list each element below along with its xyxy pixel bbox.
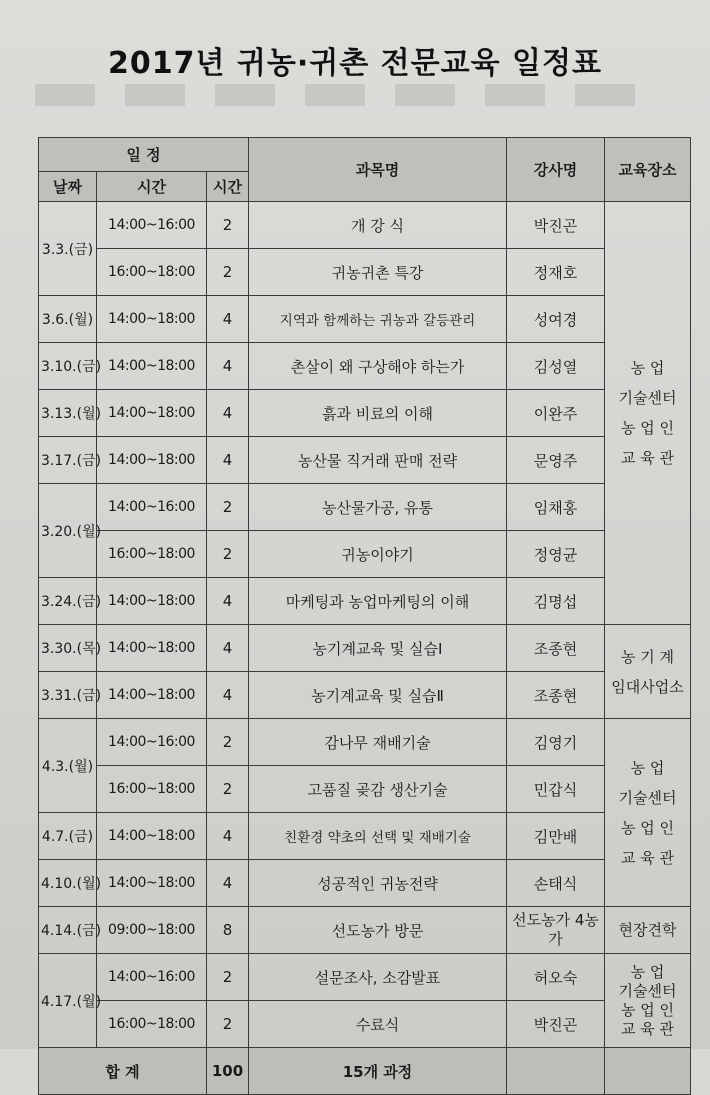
- hours-cell: 2: [207, 766, 249, 813]
- location-line: 농 업: [630, 758, 665, 777]
- time-cell: 14:00~18:00: [97, 813, 207, 860]
- time-cell: 16:00~18:00: [97, 766, 207, 813]
- date-cell: 3.10.(금): [39, 343, 97, 390]
- header-location: 교육장소: [605, 138, 691, 202]
- time-cell: 16:00~18:00: [97, 249, 207, 296]
- table-row: [39, 249, 691, 296]
- location-line: 임대사업소: [611, 677, 684, 696]
- time-cell: 14:00~16:00: [97, 484, 207, 531]
- subject-cell: 개 강 식: [249, 202, 507, 249]
- location-line: 기술센터: [618, 389, 677, 407]
- location-line: 농 기 계: [621, 647, 675, 666]
- date-cell: 4.3.(월): [39, 719, 97, 813]
- time-cell: 16:00~18:00: [97, 1001, 207, 1048]
- header-hours: 시간: [207, 172, 249, 202]
- location-cell: [605, 625, 691, 719]
- subject-cell: 농기계교육 및 실습Ⅱ: [249, 672, 507, 719]
- schedule-table: [38, 137, 691, 1095]
- table-row: [39, 1001, 691, 1048]
- location-line: 농 업 인: [621, 1000, 675, 1019]
- hours-cell: 4: [207, 296, 249, 343]
- subject-cell: 지역과 함께하는 귀농과 갈등관리: [249, 296, 507, 343]
- instructor-cell: 민갑식: [507, 766, 605, 813]
- time-cell: 14:00~18:00: [97, 296, 207, 343]
- location-cell: [605, 954, 691, 1048]
- instructor-cell: 박진곤: [507, 202, 605, 249]
- instructor-cell: 조종현: [507, 672, 605, 719]
- date-cell: 3.6.(월): [39, 296, 97, 343]
- header-time: 시간: [97, 172, 207, 202]
- time-cell: 14:00~18:00: [97, 437, 207, 484]
- total-empty-cell: [605, 1048, 691, 1095]
- table-row: [39, 484, 691, 531]
- time-cell: 14:00~16:00: [97, 719, 207, 766]
- subject-cell: 설문조사, 소감발표: [249, 954, 507, 1001]
- time-cell: 14:00~18:00: [97, 390, 207, 437]
- total-hours: 100: [207, 1048, 249, 1095]
- subject-cell: 친환경 약초의 선택 및 재배기술: [249, 813, 507, 860]
- instructor-cell: 문영주: [507, 437, 605, 484]
- header-schedule: 일 정: [39, 138, 249, 172]
- time-cell: 14:00~16:00: [97, 202, 207, 249]
- table-row: [39, 531, 691, 578]
- instructor-cell: 정영균: [507, 531, 605, 578]
- location-line: 교 육 관: [621, 449, 675, 467]
- table-row: [39, 625, 691, 672]
- subject-cell: 농기계교육 및 실습Ⅰ: [249, 625, 507, 672]
- date-cell: 3.17.(금): [39, 437, 97, 484]
- time-cell: 14:00~18:00: [97, 343, 207, 390]
- instructor-cell: 김만배: [507, 813, 605, 860]
- time-cell: 14:00~18:00: [97, 578, 207, 625]
- location-line: 현장견학: [618, 921, 677, 939]
- date-cell: 4.7.(금): [39, 813, 97, 860]
- instructor-cell: 김명섭: [507, 578, 605, 625]
- location-line: 기술센터: [618, 788, 677, 807]
- hours-cell: 2: [207, 1001, 249, 1048]
- table-row: [39, 766, 691, 813]
- instructor-cell: 임채홍: [507, 484, 605, 531]
- hours-cell: 4: [207, 813, 249, 860]
- instructor-cell: 박진곤: [507, 1001, 605, 1048]
- subject-cell: 귀농귀촌 특강: [249, 249, 507, 296]
- subject-cell: 감나무 재배기술: [249, 719, 507, 766]
- table-row: [39, 813, 691, 860]
- date-cell: 3.13.(월): [39, 390, 97, 437]
- table-row: [39, 202, 691, 249]
- hours-cell: 4: [207, 343, 249, 390]
- hours-cell: 4: [207, 437, 249, 484]
- instructor-cell: 정재호: [507, 249, 605, 296]
- hours-cell: 4: [207, 578, 249, 625]
- table-row: [39, 954, 691, 1001]
- table-row: [39, 578, 691, 625]
- subject-cell: 고품질 곶감 생산기술: [249, 766, 507, 813]
- table-row: [39, 390, 691, 437]
- date-cell: 4.14.(금): [39, 907, 97, 954]
- total-label: 합 계: [39, 1048, 207, 1095]
- hours-cell: 4: [207, 625, 249, 672]
- time-cell: 14:00~16:00: [97, 954, 207, 1001]
- total-row: [39, 1048, 691, 1095]
- date-cell: 3.31.(금): [39, 672, 97, 719]
- hours-cell: 2: [207, 484, 249, 531]
- total-courses: 15개 과정: [249, 1048, 507, 1095]
- subject-cell: 귀농이야기: [249, 531, 507, 578]
- time-cell: 14:00~18:00: [97, 625, 207, 672]
- hours-cell: 2: [207, 249, 249, 296]
- location-cell: [605, 907, 691, 954]
- subject-cell: 마케팅과 농업마케팅의 이해: [249, 578, 507, 625]
- instructor-cell: 선도농가 4농가: [507, 907, 605, 954]
- date-cell: 3.30.(목): [39, 625, 97, 672]
- date-cell: 3.20.(월): [39, 484, 97, 578]
- page-title: 2017년 귀농·귀촌 전문교육 일정표: [108, 46, 602, 81]
- subject-cell: 촌살이 왜 구상해야 하는가: [249, 343, 507, 390]
- table-row: [39, 672, 691, 719]
- instructor-cell: 이완주: [507, 390, 605, 437]
- location-line: 농 업 인: [621, 818, 675, 837]
- location-line: 교 육 관: [621, 1019, 675, 1038]
- hours-cell: 2: [207, 954, 249, 1001]
- location-cell: [605, 719, 691, 907]
- subject-cell: 수료식: [249, 1001, 507, 1048]
- total-empty-cell: [507, 1048, 605, 1095]
- hours-cell: 4: [207, 672, 249, 719]
- header-subject: 과목명: [249, 138, 507, 202]
- date-cell: 4.17.(월): [39, 954, 97, 1048]
- table-row: [39, 860, 691, 907]
- subject-cell: 성공적인 귀농전략: [249, 860, 507, 907]
- location-line: 기술센터: [618, 981, 677, 1000]
- hours-cell: 8: [207, 907, 249, 954]
- table-row: [39, 343, 691, 390]
- location-cell: [605, 202, 691, 625]
- hours-cell: 2: [207, 531, 249, 578]
- subject-cell: 선도농가 방문: [249, 907, 507, 954]
- location-line: 농 업: [630, 962, 665, 981]
- instructor-cell: 손태식: [507, 860, 605, 907]
- time-cell: 14:00~18:00: [97, 672, 207, 719]
- subject-cell: 흙과 비료의 이해: [249, 390, 507, 437]
- time-cell: 16:00~18:00: [97, 531, 207, 578]
- table-row: [39, 907, 691, 954]
- time-cell: 14:00~18:00: [97, 860, 207, 907]
- location-line: 농 업 인: [621, 419, 675, 437]
- instructor-cell: 성여경: [507, 296, 605, 343]
- subject-cell: 농산물가공, 유통: [249, 484, 507, 531]
- header-date: 날짜: [39, 172, 97, 202]
- subject-cell: 농산물 직거래 판매 전략: [249, 437, 507, 484]
- hours-cell: 2: [207, 202, 249, 249]
- bleed-through-shadow: [35, 84, 655, 106]
- instructor-cell: 조종현: [507, 625, 605, 672]
- date-cell: 4.10.(월): [39, 860, 97, 907]
- location-line: 농 업: [630, 359, 665, 377]
- date-cell: 3.3.(금): [39, 202, 97, 296]
- hours-cell: 4: [207, 860, 249, 907]
- location-line: 교 육 관: [621, 848, 675, 867]
- instructor-cell: 허오숙: [507, 954, 605, 1001]
- time-cell: 09:00~18:00: [97, 907, 207, 954]
- instructor-cell: 김영기: [507, 719, 605, 766]
- hours-cell: 4: [207, 390, 249, 437]
- hours-cell: 2: [207, 719, 249, 766]
- instructor-cell: 김성열: [507, 343, 605, 390]
- date-cell: 3.24.(금): [39, 578, 97, 625]
- table-row: [39, 437, 691, 484]
- table-row: [39, 719, 691, 766]
- header-instructor: 강사명: [507, 138, 605, 202]
- table-row: [39, 296, 691, 343]
